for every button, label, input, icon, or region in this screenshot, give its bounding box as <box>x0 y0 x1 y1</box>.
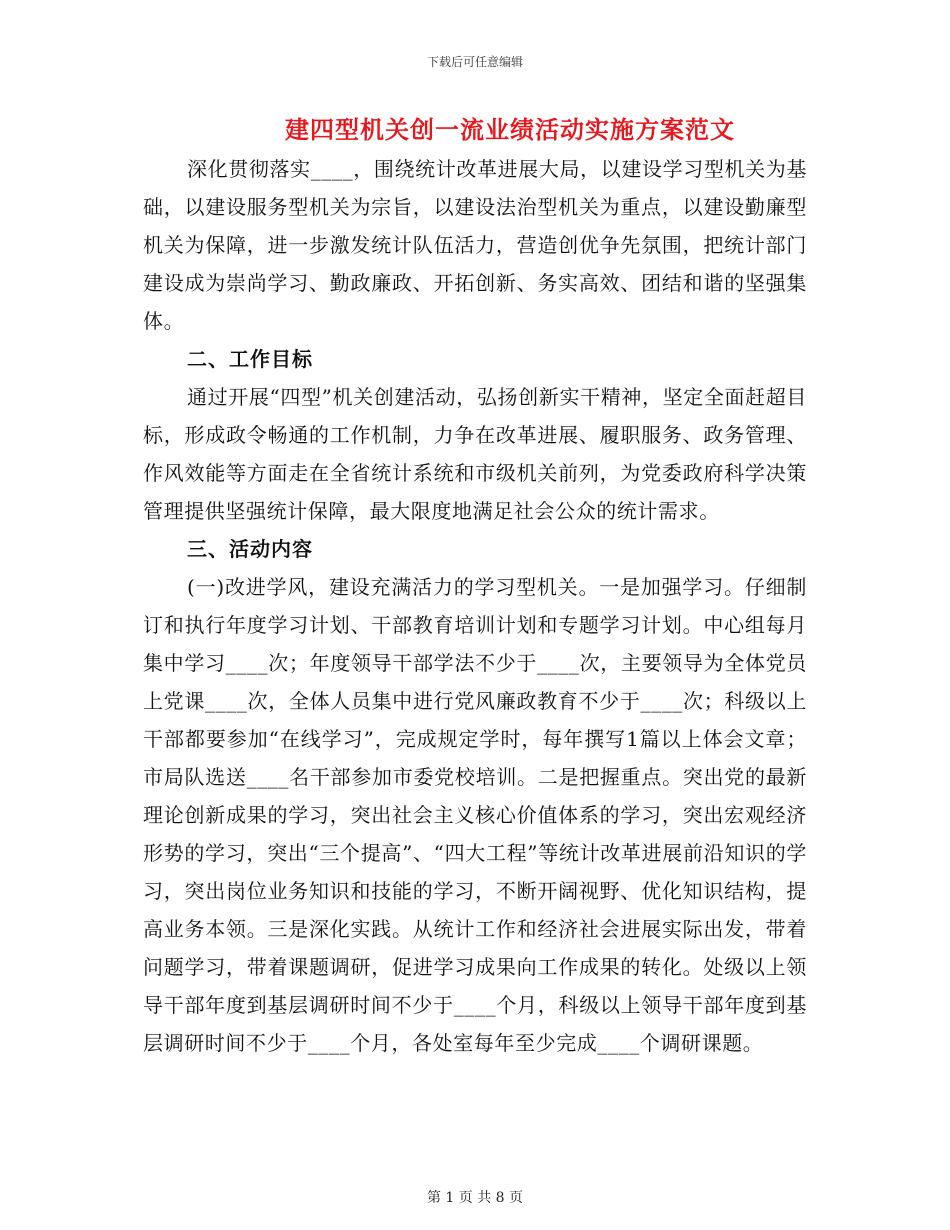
document-body <box>143 150 807 1062</box>
work-goals-paragraph: 通过开展“四型”机关创建活动，弘扬创新实干精神，坚定全面赶超目标，形成政令畅通的工作机制，力争在改革进展、履职服务、政务管理、作风效能等方面走在全省统计系统和市级机关前列，为党委政府科学决策管理提供坚强统计保障，最大限度地满足社会公众的统计需求。 <box>143 385 807 523</box>
section-heading-work-goals: 二、工作目标 <box>187 347 313 371</box>
intro-paragraph: 深化贯彻落实____，围绕统计改革进展大局，以建设学习型机关为基础，以建设服务型机关为宗旨，以建设法治型机关为重点，以建设勤廉型机关为保障，进一步激发统计队伍活力，营造创优争先氛围，把统计部门建设成为崇尚学习、勤政廉政、开拓创新、务实高效、团结和谐的坚强集体。 <box>143 157 807 333</box>
document-title: 建四型机关创一流业绩活动实施方案范文 <box>285 115 735 144</box>
page-number-footer: 第 1 页 共 8 页 <box>426 1190 524 1206</box>
page-header-note: 下载后可任意编辑 <box>426 55 523 69</box>
activity-content-paragraph: (一)改进学风，建设充满活力的学习型机关。一是加强学习。仔细制订和执行年度学习计划、干部教育培训计划和专题学习计划。中心组每月集中学习____次；年度领导干部学法不少于____次，主要领导为全体党员上党课____次，全体人员集中进行党风廉政教育不少于____次；科级以上干部都要参加“在线学习”，完成规定学时，每年撰写1篇以上体会文章；市局队选送____名干部参加市委党校培训。二是把握重点。突出党的最新理论创新成果的学习，突出社会主义核心价值体系的学习，突出宏观经济形势的学习，突出“三个提高”、“四大工程”等统计改革进展前沿知识的学习，突出岗位业务知识和技能的学习，不断开阔视野、优化知识结构，提高业务本领。三是深化实践。从统计工作和经济社会进展实际出发，带着问题学习，带着课题调研，促进学习成果向工作成果的转化。处级以上领导干部年度到基层调研时间不少于____个月，科级以上领导干部年度到基层调研时间不少于____个月，各处室每年至少完成____个调研课题。 <box>143 575 807 1055</box>
section-heading-activity-content: 三、活动内容 <box>187 537 313 561</box>
